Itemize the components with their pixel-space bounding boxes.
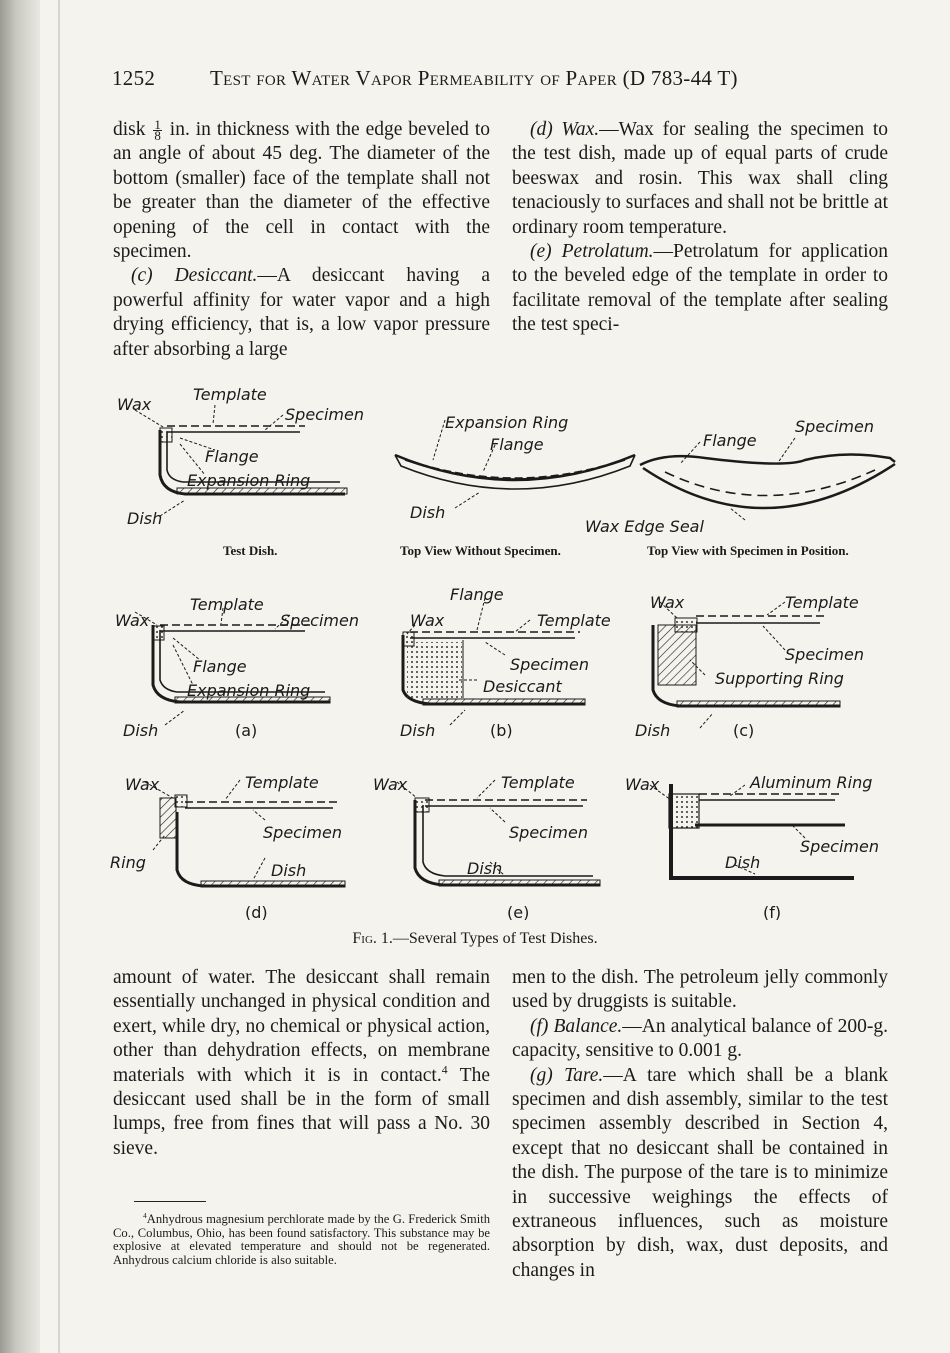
label-template: Template: [785, 593, 859, 612]
label-specimen: Specimen: [785, 645, 864, 664]
label-specimen: Specimen: [795, 417, 874, 436]
label-dish: Dish: [127, 509, 163, 528]
text-run: —Petrolatum for application to the beveled edge of the template in order to facilitate removal of the template after sealing the test speci-: [512, 241, 888, 336]
panel-letter-f: (f): [763, 903, 782, 920]
panel-letter-a: (a): [235, 721, 258, 740]
text-run: amount of water. The desiccant shall remain essentially unchanged in physical condition and exert, while dry, no chemical or physical action, other than dehydration effects, on membrane materials with which it is in contact.: [113, 967, 490, 1086]
label-template: Template: [537, 611, 611, 630]
column-top-right: [512, 118, 888, 338]
paragraph-wax: [512, 118, 888, 240]
paragraph-tare: [512, 1064, 888, 1284]
panel-letter-c: (c): [733, 721, 755, 740]
section-marker-balance: (f) Balance.: [530, 1015, 623, 1037]
label-template: Template: [193, 385, 267, 404]
label-specimen: Specimen: [263, 823, 342, 842]
paragraph-desiccant-cont: [113, 966, 490, 1161]
label-specimen: Specimen: [510, 655, 589, 674]
page-number: 1252: [112, 66, 156, 90]
footnote-marker: 4: [143, 1210, 147, 1220]
caption-top-view-with-specimen: Top View with Specimen in Position.: [647, 543, 849, 558]
text-run: disk: [113, 119, 152, 140]
label-ring: Ring: [110, 853, 146, 872]
label-flange: Flange: [490, 435, 544, 454]
figure-label: Fig. 1.: [352, 930, 393, 947]
section-marker-petrolatum: (e) Petrolatum.: [530, 241, 654, 263]
panel-letter-d: (d): [245, 903, 268, 920]
running-title: Test for Water Vapor Permeability of Paper (D 783-44 T): [210, 66, 738, 90]
footnote: [113, 1210, 490, 1267]
label-expansion-ring: Expansion Ring: [445, 413, 569, 432]
text-run: —An analytical balance of 200-g. capacity, sensitive to 0.001 g.: [512, 1015, 888, 1062]
fraction-numerator: 1: [154, 117, 161, 133]
label-template: Template: [245, 773, 319, 792]
text-run: The desiccant used shall be in the form of small lumps, free from fines that will pass a No. 30 sieve.: [113, 1064, 490, 1159]
label-flange: Flange: [450, 585, 504, 604]
panel-letter-b: (b): [490, 721, 513, 740]
paragraph-petrolatum-cont: men to the dish. The petroleum jelly commonly used by druggists is suitable.: [512, 967, 888, 1013]
panel-top-view-without-specimen: [395, 420, 635, 508]
label-supporting-ring: Supporting Ring: [715, 669, 844, 688]
label-dish: Dish: [725, 853, 761, 872]
text-run: —Wax for sealing the specimen to the test dish, made up of equal parts of crude beeswax and rosin. This wax shall cling tenaciously to surfaces and shall not be brittle at ordinary room temperature.: [512, 119, 888, 238]
caption-top-view-without-specimen: Top View Without Specimen.: [400, 543, 561, 558]
label-specimen: Specimen: [800, 837, 879, 856]
fraction-one-eighth: [153, 117, 162, 144]
paragraph-desiccant: [113, 264, 490, 362]
column-top-left: [113, 118, 490, 362]
label-flange: Flange: [193, 657, 247, 676]
label-wax: Wax: [373, 775, 408, 794]
figure-test-dishes: [105, 380, 925, 920]
text-run: in. in thickness with the edge beveled to an angle of about 45 deg. The diameter of the bottom (smaller) face of the template shall not be greater than the diameter of the effective opening of the cell in contact with the specimen.: [113, 119, 490, 263]
panel-top-view-with-specimen: [640, 438, 895, 520]
book-spine-shadow: [0, 0, 40, 1353]
label-specimen: Specimen: [285, 405, 364, 424]
column-bottom-right: [512, 966, 888, 1283]
label-expansion-ring: Expansion Ring: [187, 681, 311, 700]
panel-c: [653, 602, 840, 728]
text-run: —A desiccant having a powerful affinity for water vapor and a high drying efficiency, that is, a low vapor pressure after absorbing a large: [113, 265, 490, 360]
fraction-denominator: 8: [154, 128, 161, 144]
label-flange: Flange: [205, 447, 259, 466]
label-dish: Dish: [123, 721, 159, 740]
label-expansion-ring: Expansion Ring: [187, 471, 311, 490]
label-dish: Dish: [400, 721, 436, 740]
caption-test-dish: Test Dish.: [223, 543, 278, 558]
section-marker-wax: (d) Wax.: [530, 119, 600, 140]
footnote-ref: 4: [441, 1063, 448, 1077]
label-wax: Wax: [117, 395, 152, 414]
label-template: Template: [190, 595, 264, 614]
label-dish: Dish: [635, 721, 671, 740]
paragraph-petrolatum: [512, 240, 888, 338]
figure-caption: [0, 930, 950, 948]
footnote-rule: [134, 1201, 206, 1202]
label-template: Template: [501, 773, 575, 792]
label-dish: Dish: [467, 859, 503, 878]
section-marker-desiccant: (c) Desiccant.: [131, 265, 258, 287]
column-bottom-left: [113, 966, 490, 1161]
label-wax: Wax: [115, 611, 150, 630]
label-flange: Flange: [703, 431, 757, 450]
label-wax-edge-seal: Wax Edge Seal: [585, 517, 704, 536]
label-wax: Wax: [125, 775, 160, 794]
panel-letter-e: (e): [507, 903, 530, 920]
page-margin-line: [58, 0, 60, 1353]
label-wax: Wax: [625, 775, 660, 794]
paragraph-template-spec: [113, 118, 490, 264]
label-specimen: Specimen: [509, 823, 588, 842]
label-dish: Dish: [410, 503, 446, 522]
label-aluminum-ring: Aluminum Ring: [750, 773, 873, 792]
paragraph-balance: [512, 1015, 888, 1064]
label-dish: Dish: [271, 861, 307, 880]
figure-caption-text: —Several Types of Test Dishes.: [392, 930, 598, 947]
label-desiccant: Desiccant: [483, 677, 562, 696]
label-wax: Wax: [650, 593, 685, 612]
footnote-text: Anhydrous magnesium perchlorate made by the G. Frederick Smith Co., Columbus, Ohio, has been found satisfactory. This substance may be explosive at elevated temperature and should not be regenerated. Anhydrous calcium chloride is also suitable.: [113, 1212, 490, 1267]
text-run: —A tare which shall be a blank specimen and dish assembly, similar to the test specimen assembly described in Section 4, except that no desiccant shall be contained in the dish. The purpose of the tare is to minimize in successive weighings the effects of extraneous influences, such as moisture absorption by dish, wax, dust deposits, and changes in: [512, 1064, 888, 1281]
section-marker-tare: (g) Tare.: [530, 1064, 604, 1086]
label-wax: Wax: [410, 611, 445, 630]
label-specimen: Specimen: [280, 611, 359, 630]
